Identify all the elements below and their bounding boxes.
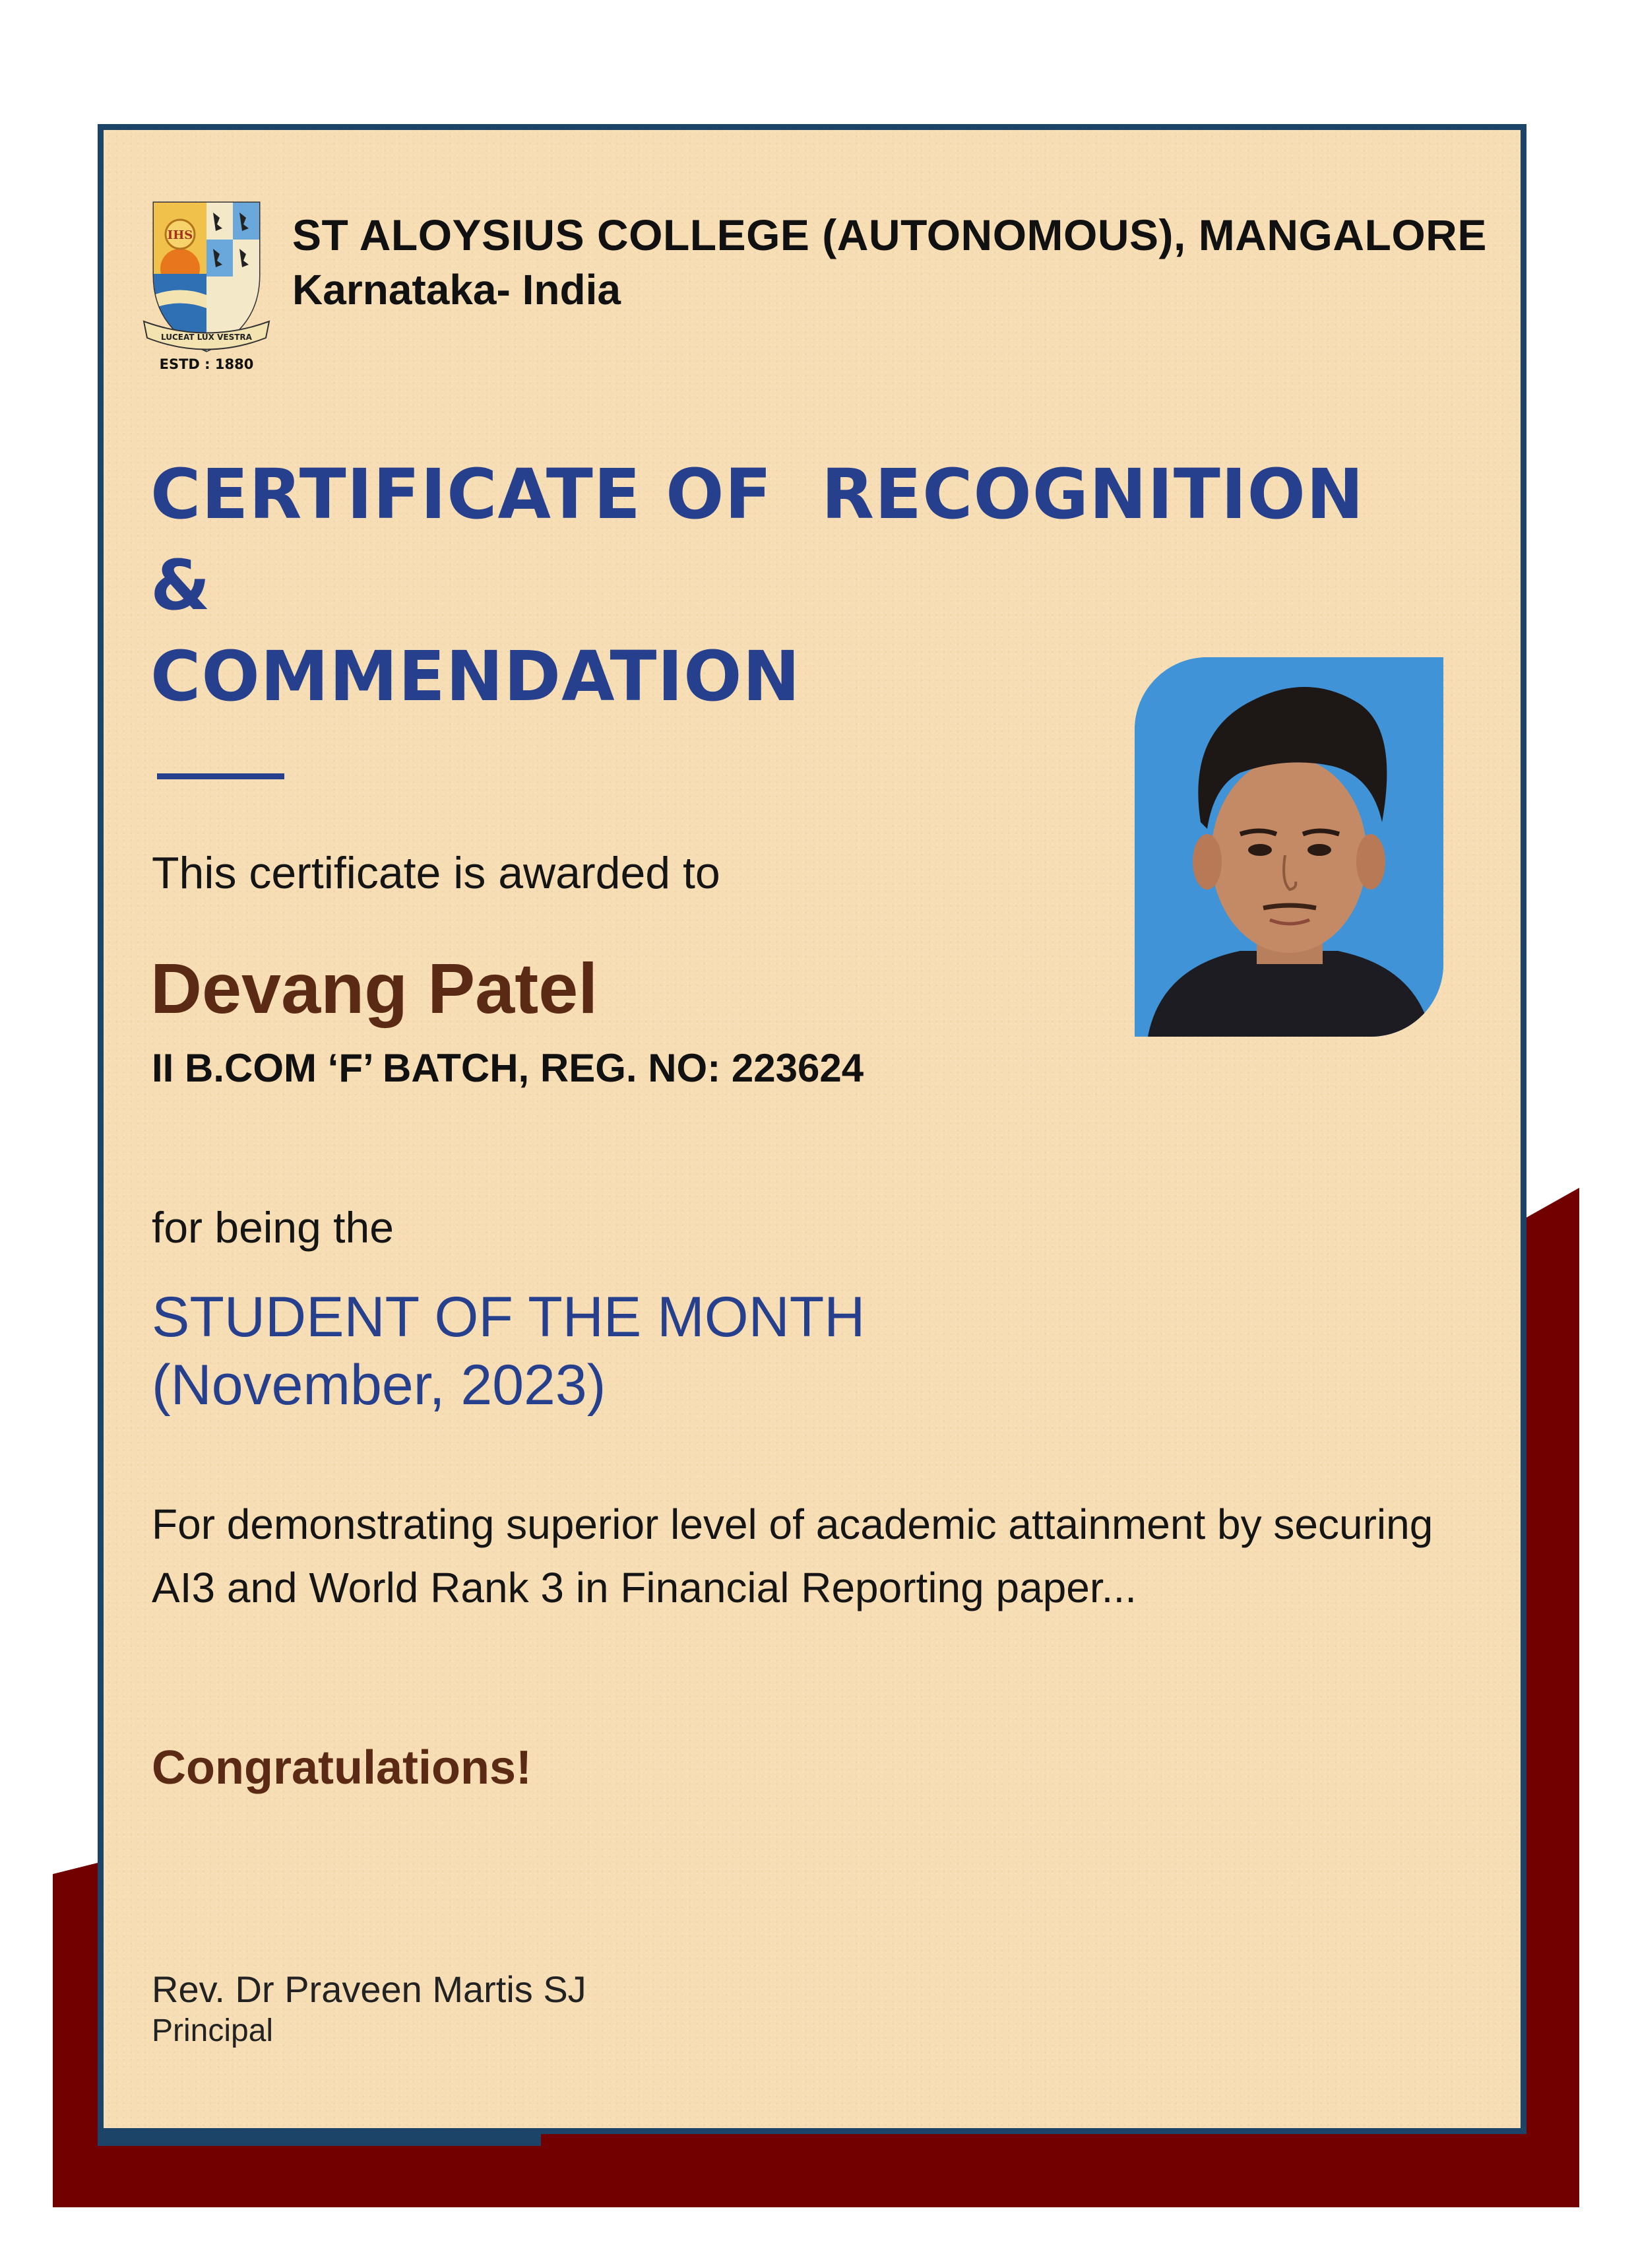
college-name: ST ALOYSIUS COLLEGE (AUTONOMOUS), MANGALORE xyxy=(292,211,1487,259)
college-location: Karnataka- India xyxy=(292,266,621,313)
signatory-role: Principal xyxy=(152,2013,274,2048)
recipient-name: Devang Patel xyxy=(150,948,598,1028)
established-text: ESTD : 1880 xyxy=(159,356,254,372)
congratulations-text: Congratulations! xyxy=(152,1741,532,1794)
title-line-3: COMMENDATION xyxy=(150,636,801,717)
award-period: (November, 2023) xyxy=(152,1353,606,1417)
title-line-2: & xyxy=(150,545,211,626)
logo-badge-text: IHS xyxy=(167,228,193,242)
student-portrait-image xyxy=(1135,657,1443,1037)
award-title: STUDENT OF THE MONTH xyxy=(152,1285,865,1349)
title-line-1: CERTIFICATE OF RECOGNITION xyxy=(150,454,1364,535)
awarded-text: This certificate is awarded to xyxy=(152,848,720,898)
title-divider xyxy=(157,773,284,779)
student-photo xyxy=(1135,657,1443,1037)
batch-info: II B.COM ‘F’ BATCH, REG. NO: 223624 xyxy=(152,1046,864,1090)
certificate-card xyxy=(98,124,1526,2134)
college-crest-logo xyxy=(141,196,272,374)
signatory-name: Rev. Dr Praveen Martis SJ xyxy=(152,1968,586,2010)
for-being-text: for being the xyxy=(152,1203,394,1252)
award-description: For demonstrating superior level of academic attainment by securing AI3 and World Rank 3 in Financial Reporting paper... xyxy=(152,1501,1433,1611)
logo-motto-text: LUCEAT LUX VESTRA xyxy=(161,333,252,342)
